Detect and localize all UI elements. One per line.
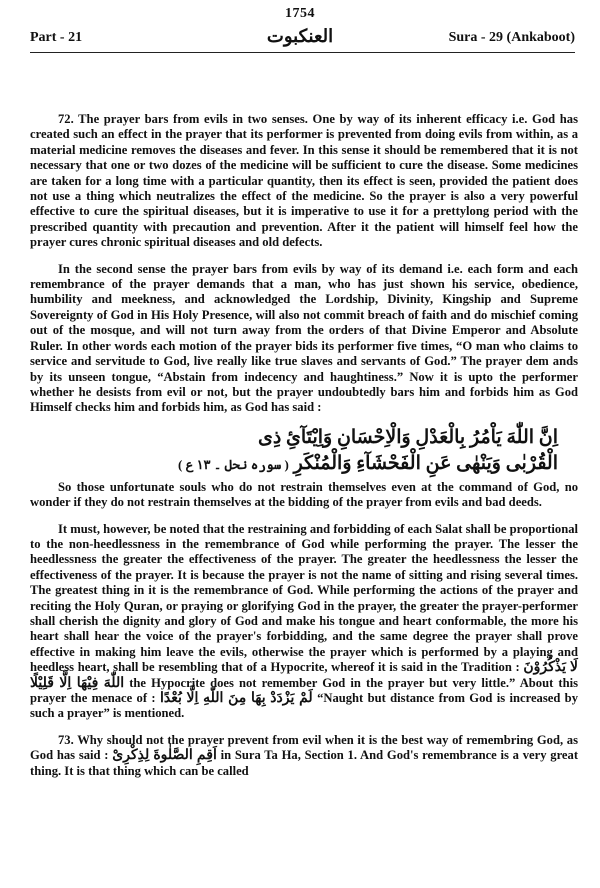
page-number: 1754 — [285, 6, 315, 21]
paragraph-second-sense: In the second sense the prayer bars from evils by way of its demand i.e. each form and each remembrance of the prayer demands that a man, who has just shown his service, obedience, humbility and meekness, and acknowledged the Lordship, Divinity, Kingship and Supreme Sovereignty of God in His Holy Presence, will also not commit breach of faith and do mischief coming out of the mosque, and will not turn away from the orders of that Divine Emperor and Absolute Ruler. In other words each motion of the prayer bids its performer five times, “O man who claims to service and servitude to God, live really like true slaves and servants of God.” The prayer dem ands by its unseen tongue, “Abstain from indecency and haughtiness.” Now it is upto the performer whether he desists from evil or not, but the prayer undoubtedly bars him and forbids him as God Himself checks him and forbids him, as God has said : — [30, 261, 578, 415]
quran-verse-line-2 — [30, 451, 558, 478]
tradition-arabic: لَا يَذْكُرُوْنَ اللّٰهَ فِيْهَا اِلَّا قَلِيْلًا — [30, 660, 578, 691]
paragraph-73-text-2: in Sura Ta Ha, Section 1. And God's remembrance is a very great thing. It is that thing which can be called — [30, 748, 579, 778]
paragraph-restraining-text-1: It must, however, be noted that the restraining and forbidding of each Salat shall be proportional to the non-heedlessness in the remembrance of God while performing the prayer. The lesser the heedlessness the greater the effectiveness of the prayer. The greater the heedlessness the lesser the effectiveness of the prayer. It is because the prayer is not the name of sitting and rising several times. The greatest thing in it is the remembrance of God. While performing the actions of the prayer and reciting the Holy Quran, or praying or glorifying God in the prayer, the greater the prayer-performer shall cherish the dignity and glory of God and make his tongue and heart conformable, the more his heart shall hear the voice of the prayer's forbidding, and the same degree the prayer shall prove effective in making him leave the evils, otherwise the prayer which is performed by a playing and heedless heart, shall be resembling that of a Hypocrite, whereof it is said in the Tradition : — [30, 521, 579, 675]
paragraph-restraining-text-2: the Hypocrite does not remember God in the prayer but very little.” About this prayer the menace of : — [30, 675, 578, 705]
paragraph-unfortunate-souls: So those unfortunate souls who do not restrain themselves even at the command of God, no wonder if they do not restrain themselves at the bidding of the prayer from evils and bad deeds. — [30, 479, 578, 510]
paragraph-72: 72. The prayer bars from evils in two senses. One by way of its inherent efficacy i.e. God has created such an effect in the prayer that its performer is prevented from doing evils from within, as a material medicine removes the diseases and fever. In this sense it should be remembered that it is not necessary that one or two dozes of the medicine will be sufficient to cure the disease. Some medicines are taken for a long time with a particular quantity, then its effect is seen, provided the patient does not use a thing which neutralizes the effect of the medicine. So the prayer is also a very powerful effective to cure the spiritual diseases, but it is imperative to use it for a prettylong period with the prescribed quantity with precaution and prevention. After it the patient will himself feel how the prayer cures chronic spiritual diseases and old defects. — [30, 112, 578, 250]
paragraph-restraining — [30, 522, 578, 722]
arabic-title: العنكبوت — [266, 26, 334, 46]
header-rule — [30, 52, 575, 53]
quran-verse-line-2-text: الْقُرْبٰى وَيَنْهٰى عَنِ الْفَحْشَآءِ وَالْمُنْكَرِ — [293, 452, 558, 474]
paragraph-73 — [30, 733, 578, 779]
remembrance-arabic: اَقِمِ الصَّلٰوةَ لِذِكْرِىْ — [112, 748, 217, 764]
menace-arabic: لَمْ يَزْدَدْ بِهَا مِنَ اللّٰهِ اِلَّا بُعْدًا — [159, 691, 313, 706]
sura-label: Sura - 29 (Ankaboot) — [448, 30, 575, 45]
quran-verse — [30, 425, 558, 478]
page-body — [30, 112, 578, 790]
paragraph-73-text-1: 73. Why should not the prayer prevent from evil when it is the best way of remembring God, as God has said : — [30, 732, 578, 763]
verse-reference: ( سورہ نحل ۔ ۱۳ ع ) — [177, 456, 289, 472]
part-label: Part - 21 — [30, 30, 83, 45]
quran-verse-line-1: اِنَّ اللّٰهَ يَاْمُرُ بِالْعَدْلِ وَالْاِحْسَانِ وَاِيْتَآئِ ذِى — [257, 426, 558, 448]
paragraph-restraining-text-3: “Naught but distance from God is increased by such a prayer” is mentioned. — [30, 691, 578, 721]
